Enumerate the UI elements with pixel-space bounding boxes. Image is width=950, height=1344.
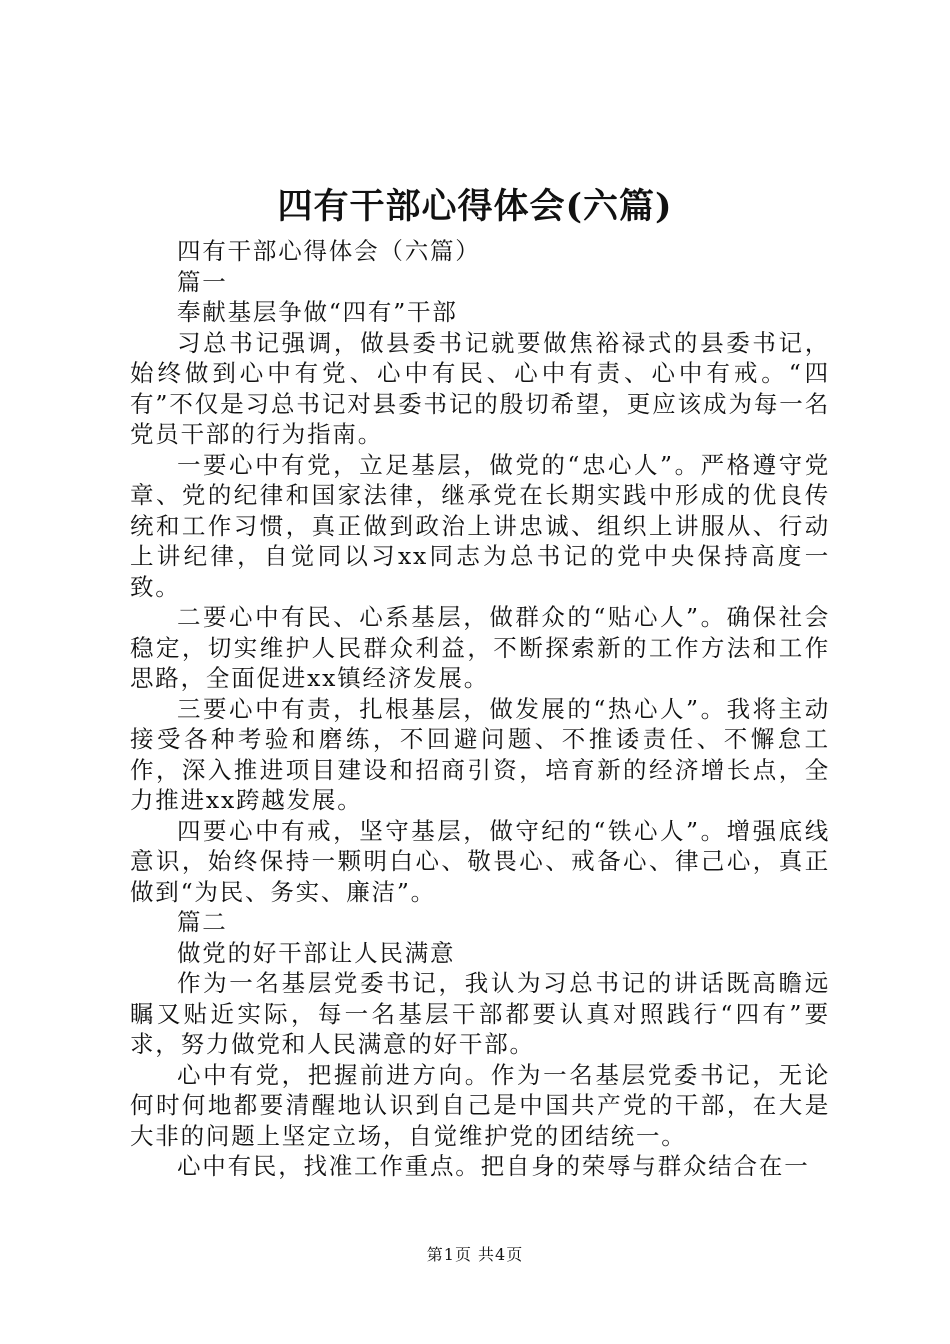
- paragraph: 奉献基层争做“四有”干部: [177, 298, 458, 326]
- document-body: [130, 236, 830, 1182]
- page-footer: 第1页 共4页: [426, 1245, 524, 1264]
- paragraph: 心中有党，把握前进方向。作为一名基层党委书记，无论何时何地都要清醒地认识到自己是中国共产党的干部，在大是大非的问题上坚定立场，自觉维护党的团结统一。: [130, 1060, 830, 1150]
- paragraph: 三要心中有责，扎根基层，做发展的“热心人”。我将主动接受各种考验和磨练，不回避问题、不推诿责任、不懈怠工作，深入推进项目建设和招商引资，培育新的经济增长点，全力推进xx跨越发展。: [130, 694, 830, 814]
- paragraph: 篇一: [177, 267, 228, 296]
- document-title: 四有干部心得体会(六篇): [277, 186, 673, 227]
- paragraph: 心中有民，找准工作重点。把自身的荣辱与群众结合在一: [177, 1152, 810, 1180]
- paragraph: 习总书记强调，做县委书记就要做焦裕禄式的县委书记，始终做到心中有党、心中有民、心中有责、心中有戒。“四有”不仅是习总书记对县委书记的殷切希望，更应该成为每一名党员干部的行为指南。: [130, 328, 830, 448]
- paragraph: 二要心中有民、心系基层，做群众的“贴心人”。确保社会稳定，切实维护人民群众利益，不断探索新的工作方法和工作思路，全面促进xx镇经济发展。: [130, 603, 830, 692]
- paragraph: 一要心中有党，立足基层，做党的“忠心人”。严格遵守党章、党的纪律和国家法律，继承党在长期实践中形成的优良传统和工作习惯，真正做到政治上讲忠诚、组织上讲服从、行动上讲纪律，自觉同以习xx同志为总书记的党中央保持高度一致。: [130, 450, 830, 601]
- paragraph: 四要心中有戒，坚守基层，做守纪的“铁心人”。增强底线意识，始终保持一颗明白心、敬畏心、戒备心、律己心，真正做到“为民、务实、廉洁”。: [130, 816, 830, 906]
- paragraph: 作为一名基层党委书记，我认为习总书记的讲话既高瞻远瞩又贴近实际，每一名基层干部都要认真对照践行“四有”要求，努力做党和人民满意的好干部。: [130, 969, 830, 1058]
- paragraph: 做党的好干部让人民满意: [177, 938, 456, 967]
- paragraph: 四有干部心得体会（六篇）: [177, 237, 481, 265]
- paragraph: 篇二: [177, 908, 228, 936]
